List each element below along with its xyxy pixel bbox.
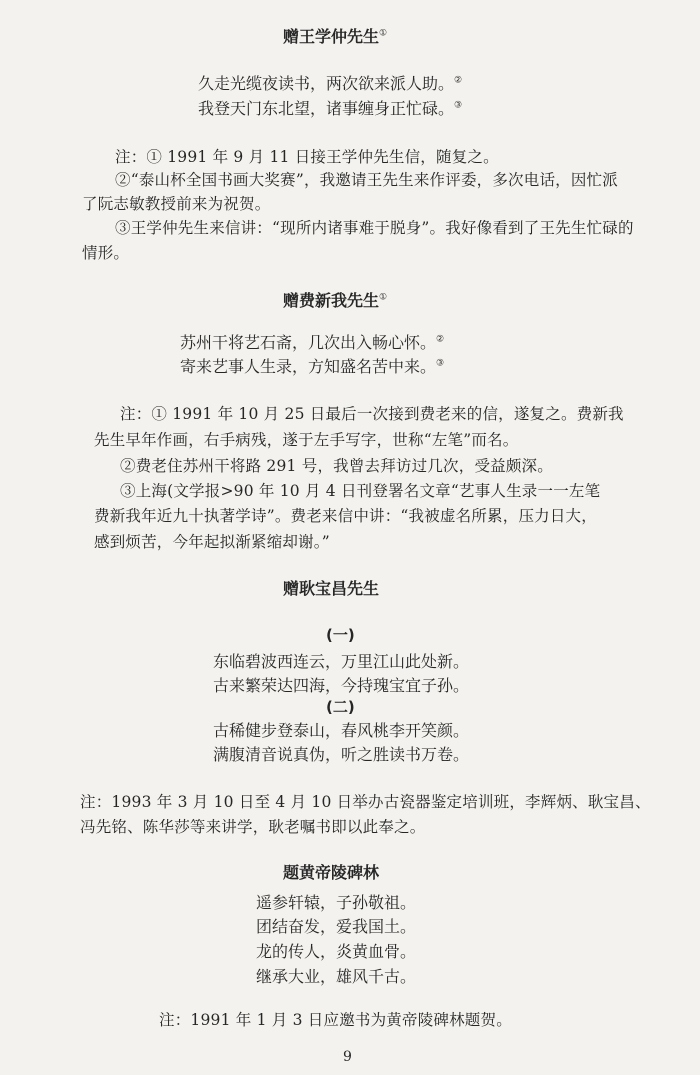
note-line: 注：1991 年 1 月 3 日应邀书为黄帝陵碑林题贺。 bbox=[159, 1011, 512, 1029]
poem-line: 遥参轩辕，子孙敬祖。 bbox=[256, 893, 417, 912]
poem-line: 满腹清音说真伪，听之胜读书万卷。 bbox=[213, 745, 470, 764]
poem-text: 苏州干将艺石斋，几次出入畅心怀。 bbox=[180, 333, 437, 352]
note-line: 注：① 1991 年 10 月 25 日最后一次接到费老来的信，遂复之。费新我 bbox=[120, 405, 624, 423]
poem-line: 继承大业，雄风千古。 bbox=[256, 967, 417, 986]
note-line: ③王学仲先生来信讲：“现所内诸事难于脱身”。我好像看到了王先生忙碌的 bbox=[115, 219, 634, 237]
note-line: 注：1993 年 3 月 10 日至 4 月 10 日举办古瓷器鉴定培训班，李辉炳、耿宝昌、 bbox=[80, 793, 651, 811]
section-title: 题黄帝陵碑林 bbox=[283, 863, 380, 882]
footnote-marker: ③ bbox=[436, 358, 445, 369]
footnote-marker: ② bbox=[454, 75, 463, 86]
footnote-marker: ① bbox=[379, 292, 388, 303]
poem-line bbox=[180, 357, 444, 377]
title-text: 赠王学仲先生 bbox=[283, 27, 380, 46]
poem-line: 东临碧波西连云，万里江山此处新。 bbox=[213, 652, 470, 671]
section-title bbox=[283, 27, 387, 47]
poem-text: 久走光缆夜读书，两次欲来派人助。 bbox=[198, 74, 455, 93]
note-line: 注：① 1991 年 9 月 11 日接王学仲先生信，随复之。 bbox=[115, 148, 499, 166]
section-title: 赠耿宝昌先生 bbox=[283, 579, 380, 598]
note-line: 感到烦苦，今年起拟渐紧缩却谢。” bbox=[94, 533, 330, 551]
poem-line: 团结奋发，爱我国土。 bbox=[256, 917, 417, 936]
note-line: ②费老住苏州干将路 291 号，我曾去拜访过几次，受益颇深。 bbox=[120, 457, 553, 475]
page-number: 9 bbox=[343, 1049, 352, 1065]
poem-line bbox=[198, 99, 462, 119]
title-text: 赠费新我先生 bbox=[283, 291, 380, 310]
note-line: 先生早年作画，右手病残，遂于左手写字，世称“左笔”而名。 bbox=[94, 431, 519, 449]
poem-line: 龙的传人，炎黄血骨。 bbox=[256, 942, 417, 961]
part-label: (二) bbox=[326, 698, 355, 716]
note-line: 冯先铭、陈华莎等来讲学，耿老嘱书即以此奉之。 bbox=[80, 818, 426, 836]
poem-text: 寄来艺事人生录，方知盛名苦中来。 bbox=[180, 357, 437, 376]
note-line: ②“泰山杯全国书画大奖赛”，我邀请王先生来作评委，多次电话，因忙派 bbox=[115, 171, 618, 189]
poem-line bbox=[180, 333, 444, 353]
note-line: 费新我年近九十执著学诗”。费老来信中讲：“我被虚名所累，压力日大， bbox=[94, 507, 597, 525]
poem-line: 古稀健步登泰山，春风桃李开笑颜。 bbox=[213, 721, 470, 740]
note-line: ③上海(文学报>90 年 10 月 4 日刊登署名文章“艺事人生录一一左笔 bbox=[120, 482, 601, 500]
part-label: (一) bbox=[326, 626, 355, 644]
section-title bbox=[283, 291, 387, 311]
note-line: 了阮志敏教授前来为祝贺。 bbox=[82, 195, 271, 213]
poem-line bbox=[198, 74, 462, 94]
note-line: 情形。 bbox=[82, 244, 130, 262]
footnote-marker: ② bbox=[436, 334, 445, 345]
poem-text: 我登天门东北望，诸事缠身正忙碌。 bbox=[198, 99, 455, 118]
footnote-marker: ③ bbox=[454, 100, 463, 111]
footnote-marker: ① bbox=[379, 28, 388, 39]
poem-line: 古来繁荣达四海，今持瑰宝宜子孙。 bbox=[213, 676, 470, 695]
